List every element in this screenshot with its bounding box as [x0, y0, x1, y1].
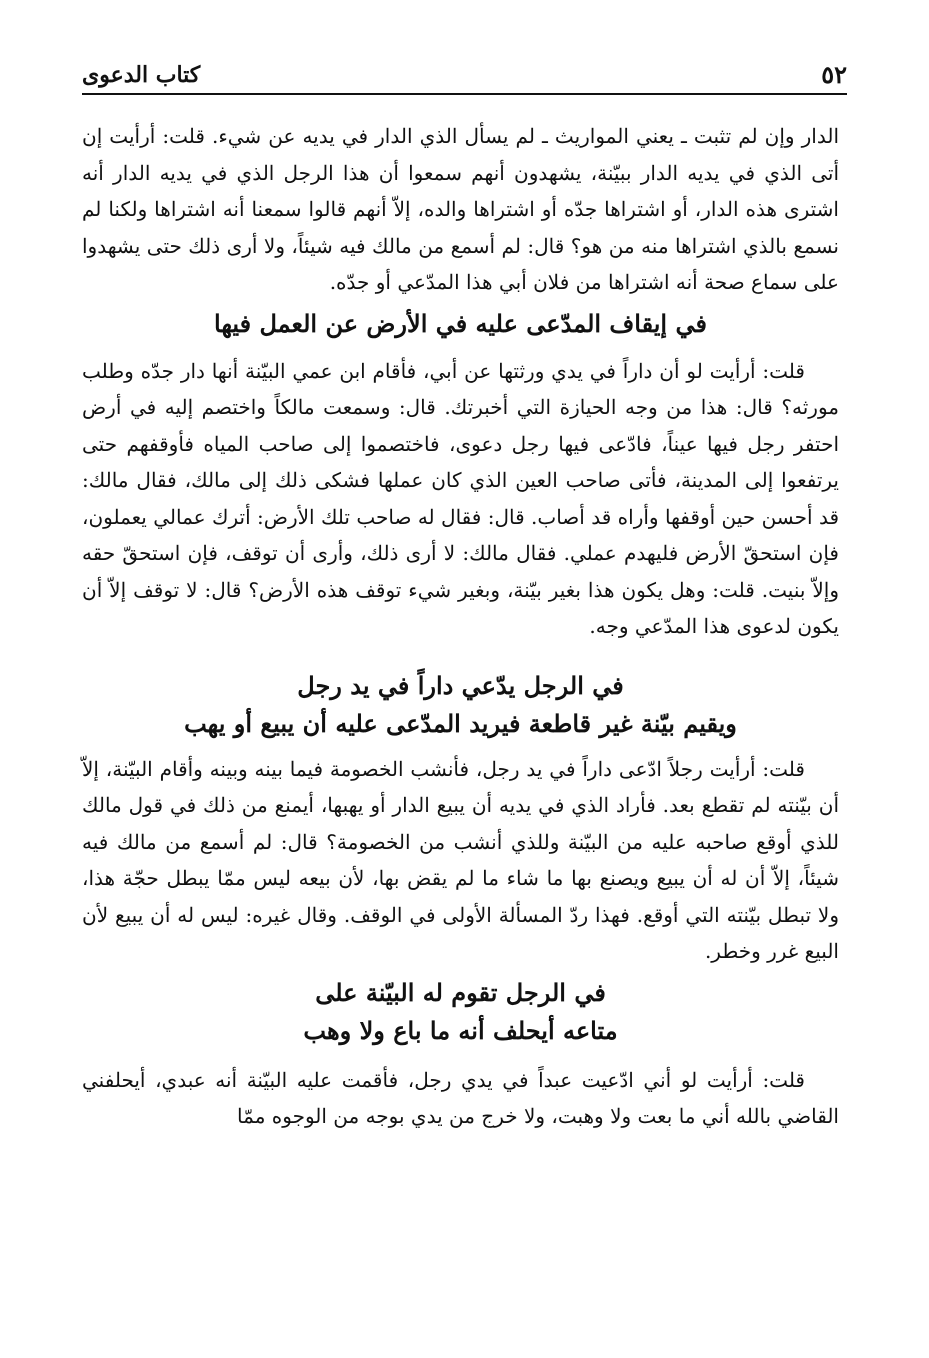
section-heading-3 [82, 974, 839, 1050]
section-heading-2-line-2: ويقيم بيّنة غير قاطعة فيريد المدّعى عليه أن يبيع أو يهب [184, 708, 737, 738]
book-title: كتاب الدعوى [82, 62, 201, 88]
body-text [82, 118, 839, 1135]
section-heading-3-line-1: في الرجل تقوم له البيّنة على [315, 977, 606, 1007]
page-number: ٥٢ [821, 60, 847, 89]
paragraph-3: قلت: أرأيت رجلاً ادّعى داراً في يد رجل، فأنشب الخصومة فيما بينه وبينه وأقام البيّنة، إلاّ أن بيّنته لم تقطع بعد. فأراد الذي في يديه أن يبيع الدار أو يهبها، أيمنع من ذلك في قول مالك للذي أوقع صاحبه عليه من البيّنة وللذي أنشب من الخصومة؟ قال: لم أسمع من مالك فيه شيئاً، إلاّ أن له أن يبيع ويصنع بها ما شاء ما لم يقض بها، لأن بيعه ليس ممّا يبطل حجّة هذا، ولا تبطل بيّنته التي أوقع. فهذا ردّ المسألة الأولى في الوقف. وقال غيره: ليس له أن يبيع لأن البيع غرر وخطر. [82, 756, 839, 963]
header-rule [82, 93, 847, 95]
section-heading-1: في إيقاف المدّعى عليه في الأرض عن العمل فيها [214, 308, 707, 338]
paragraph-1: الدار وإن لم تثبت ـ يعني المواريث ـ لم يسأل الذي الدار في يديه عن شيء. قلت: أرأيت إن أتى الذي في يديه الدار ببيّنة، يشهدون أنهم سمعوا أن هذا الرجل الذي في يديه الدار أنه اشترى هذه الدار، أو اشتراها جدّه أو اشتراها والده، إلاّ أنهم قالوا سمعنا أنه اشتراها ولكنا لم نسمع بالذي اشتراها منه من هو؟ قال: لم أسمع من مالك فيه شيئاً، ولا أرى ذلك حتى يشهدوا على سماع صحة أنه اشتراها من فلان أبي هذا المدّعي أو جدّه. [82, 124, 839, 294]
section-heading-3-line-2: متاعه أيحلف أنه ما باع ولا وهب [303, 1015, 618, 1045]
section-heading-2 [82, 667, 839, 743]
running-head [82, 60, 847, 90]
paragraph-2: قلت: أرأيت لو أن داراً في يدي ورثتها عن أبي، فأقام ابن عمي البيّنة أنها دار جدّه وطلب مورثه؟ قال: هذا من وجه الحيازة التي أخبرتك. قال: وسمعت مالكاً واختصم إليه في أرض احتفر رجل فيها عيناً، فادّعى فيها رجل دعوى، فاختصموا إلى صاحب المياه فأوقفهم حتى يرتفعوا إلى المدينة، فأتى صاحب العين الذي كان عملها فشكى ذلك إلى مالك، فقال مالك: قد أحسن حين أوقفها وأراه قد أصاب. قال: فقال له صاحب تلك الأرض: أترك عمالي يعملون، فإن استحقّ الأرض فليهدم عملي. فقال مالك: لا أرى ذلك، وأرى أن توقف، فإن استحقّ حقه وإلاّ بنيت. قلت: وهل يكون هذا بغير بيّنة، وبغير شيء توقف هذه الأرض؟ قال: لا توقف إلاّ أن يكون لدعوى هذا المدّعي وجه. [82, 358, 839, 638]
section-heading-2-line-1: في الرجل يدّعي داراً في يد رجل [297, 670, 624, 700]
paragraph-4: قلت: أرأيت لو أني ادّعيت عبداً في يدي رجل، فأقمت عليه البيّنة أنه عبدي، أيحلفني القاضي بالله أني ما بعت ولا وهبت، ولا خرج من يدي بوجه من الوجوه ممّا [82, 1067, 839, 1128]
